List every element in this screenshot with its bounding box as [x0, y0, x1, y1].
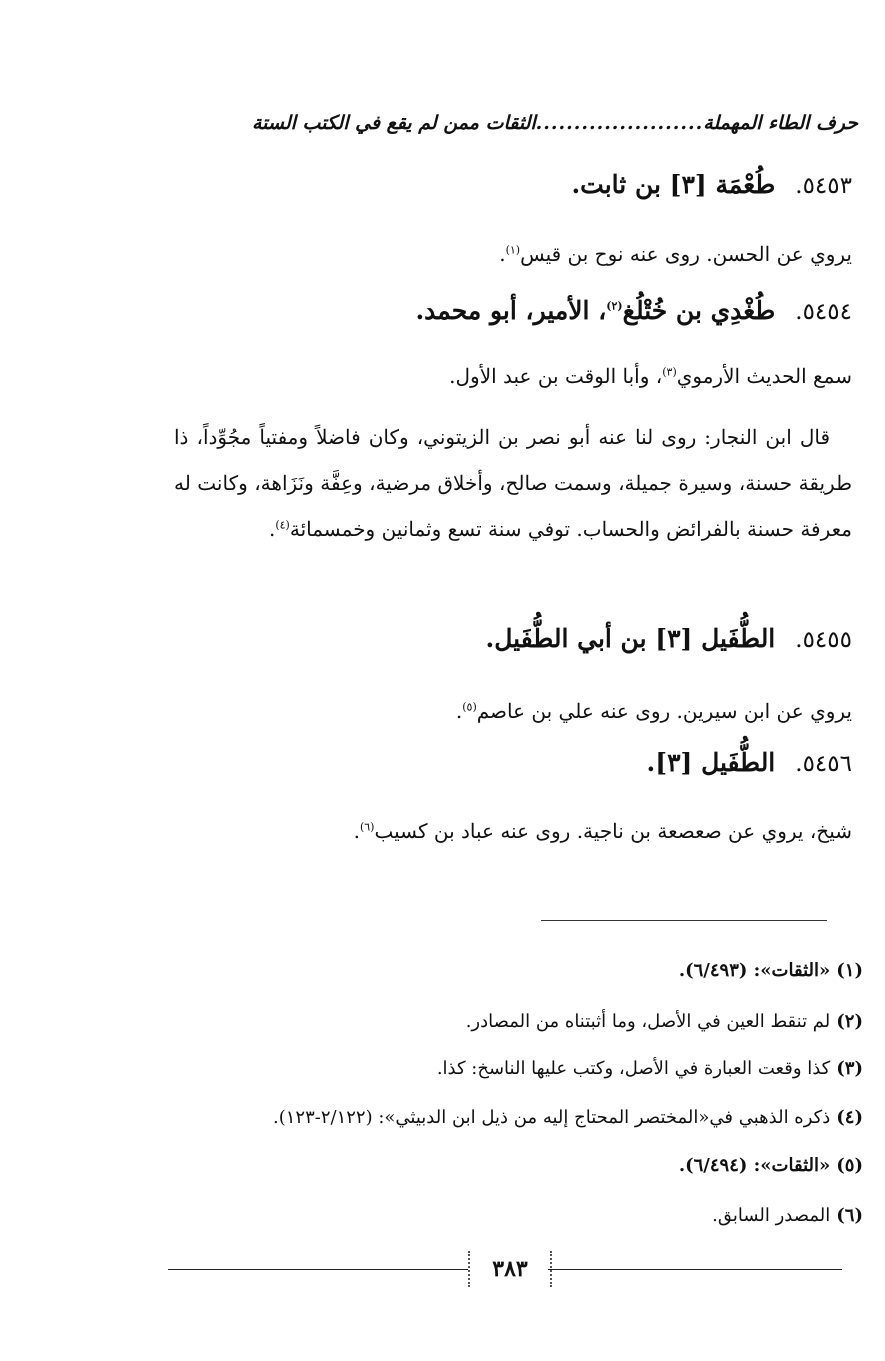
entry-title: الطُّفَيل [٣].: [646, 748, 776, 777]
entry-heading-5456: [647, 748, 852, 777]
entry-body-5454-line1: [174, 353, 852, 399]
footer-rule-left: [168, 1269, 468, 1270]
entry-body-5456: [174, 808, 852, 854]
footnote-2: [466, 1008, 863, 1036]
running-header: [13, 112, 858, 144]
footnote-text: المصدر السابق.: [712, 1205, 831, 1226]
footnote-number: (٣): [836, 1058, 863, 1079]
entry-number: ٥٤٥٥.: [795, 627, 852, 653]
footnote-ref: (١): [505, 243, 521, 257]
header-book-title: الثقات ممن لم يقع في الكتب الستة: [252, 112, 536, 134]
entry-title-rest: ، الأمير، أبو محمد.: [415, 296, 607, 325]
footnote-6: [712, 1202, 863, 1230]
body-text-end: .: [268, 517, 276, 541]
entry-number: ٥٤٥٦.: [795, 751, 852, 777]
body-text-end: ، وأبا الوقت بن عبد الأول.: [449, 364, 663, 388]
body-text: يروي عن ابن سيرين. روى عنه علي بن عاصم: [476, 699, 852, 723]
footnote-number: (٦): [836, 1205, 863, 1226]
entry-heading-5455: [486, 624, 852, 653]
footnote-text: «الثقات»: (٦/٤٩٣).: [678, 960, 831, 981]
body-text: يروي عن الحسن. روى عنه نوح بن قيس: [520, 242, 852, 266]
footnote-ref: (٤): [275, 518, 290, 532]
body-text: شيخ، يروي عن صعصعة بن ناجية. روى عنه عباد بن كسيب: [374, 819, 852, 843]
footnote-number: (١): [836, 960, 863, 981]
footer-rule-right: [548, 1269, 842, 1270]
body-text-end: .: [353, 819, 360, 843]
entry-heading-5453: [571, 170, 852, 199]
footnote-ref: (٥): [462, 700, 477, 714]
footnote-4: [273, 1104, 863, 1132]
header-chapter: حرف الطاء المهملة: [703, 112, 858, 134]
body-text: قال ابن النجار: روى لنا عنه أبو نصر بن الزيتوني، وكان فاضلاً ومفتياً مجُوِّداً، ذا طريقة حسنة، وسيرة جميلة، وسمت صالح، وأخلاق مرضية، وعِفَّة ونَزَاهة، وكانت له معرفة حسنة بالفرائض والحساب. توفي سنة تسع وثمانين وخمسمائة: [174, 425, 852, 541]
entry-body-5454-bio: [174, 414, 852, 552]
footnote-5: [679, 1152, 863, 1180]
footnote-1: [679, 957, 863, 985]
body-text: سمع الحديث الأرموي: [676, 364, 852, 388]
footnote-separator: [541, 920, 827, 921]
footnote-text: كذا وقعت العبارة في الأصل، وكتب عليها الناسخ: كذا.: [436, 1058, 831, 1079]
footnote-number: (٤): [836, 1107, 863, 1128]
entry-title: الطُّفَيل [٣] بن أبي الطُّفَيل.: [485, 624, 776, 653]
entry-number: ٥٤٥٣.: [795, 173, 852, 199]
entry-body-5455: [174, 688, 852, 734]
body-text-end: .: [455, 699, 463, 723]
footnote-3: [437, 1055, 863, 1083]
footnote-number: (٥): [836, 1155, 863, 1176]
footnote-text: «الثقات»: (٦/٤٩٤).: [678, 1155, 831, 1176]
entry-title: طُغْدِي بن خُتْلُغ: [622, 296, 776, 325]
footnote-ref: (٦): [359, 820, 375, 834]
footnote-number: (٢): [836, 1011, 863, 1032]
entry-title: طُعْمَة [٣] بن ثابت.: [571, 170, 776, 199]
body-text-end: .: [499, 242, 506, 266]
page-number: ٣٨٣: [468, 1251, 552, 1287]
entry-heading-5454: [415, 296, 852, 325]
footnote-text: لم تنقط العين في الأصل، وما أثبتناه من المصادر.: [465, 1011, 831, 1032]
footnote-ref: (٣): [662, 365, 677, 379]
header-dots: ......................: [535, 112, 704, 134]
entry-number: ٥٤٥٤.: [795, 299, 852, 325]
entry-body-5453: [174, 231, 852, 277]
footnote-text: ذكره الذهبي في«المختصر المحتاج إليه من ذيل ابن الدبيثي»: (٢/١٢٢-١٢٣).: [273, 1107, 831, 1128]
footnote-ref: (٢): [606, 299, 623, 313]
